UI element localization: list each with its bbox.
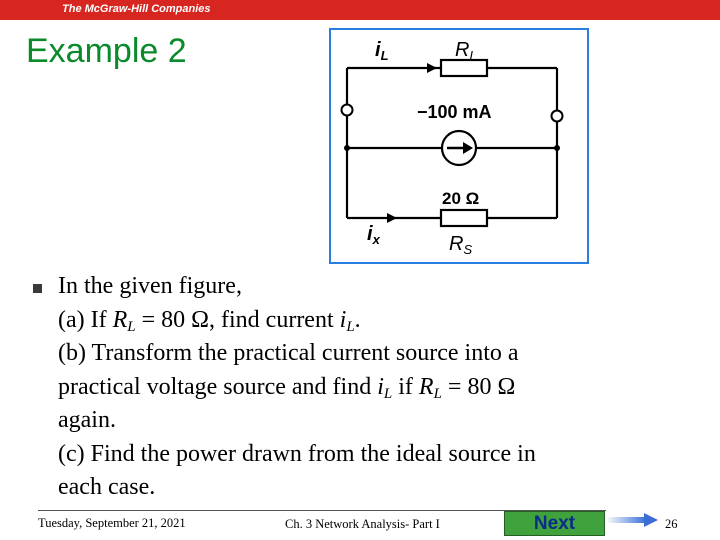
problem-line-4: practical voltage source and find $i_L$ if $R_L = 80$ Ω [58,373,516,402]
source-resistor [441,210,487,226]
load-resistor [441,60,487,76]
problem-line-5: again. [58,407,116,433]
problem-line-1: In the given figure, [58,273,242,299]
source-value-label: −100 mA [417,102,492,122]
ix-arrow [387,213,397,223]
problem-text [58,270,658,505]
problem-line-3: (b) Transform the practical current source into a [58,340,519,366]
left-terminal [342,105,353,116]
right-terminal [552,111,563,122]
page-number: 26 [665,517,678,531]
slide-title: Example 2 [26,32,187,70]
publisher-brand: The McGraw-Hill Companies [62,3,211,15]
left-junction [344,145,350,151]
ix-label: i [367,223,373,245]
footer-date: Tuesday, September 21, 2021 [38,516,186,530]
top-banner [0,0,720,20]
svg-text:RL [455,39,477,63]
svg-text:ix [367,223,381,247]
rs-label: R [449,233,464,255]
circuit-diagram [331,30,587,262]
footer-course-title: Ch. 3 Network Analysis- Part I [285,517,440,531]
svg-text:iL [375,39,389,63]
il-label-sub: L [380,48,389,63]
svg-text:RS [449,233,472,257]
problem-line-2: (a) If $R_L = 80$ Ω, find current $i_L$. [58,306,361,335]
rl-label-sub: L [469,48,477,63]
il-label: i [375,39,381,61]
right-junction [554,145,560,151]
il-arrow [427,63,437,73]
next-arrow-icon[interactable] [606,513,658,527]
bullet-square [33,284,42,293]
circuit-figure [329,28,589,264]
rl-label: R [455,39,470,61]
rs-value-label: 20 Ω [442,189,480,208]
problem-line-6: (c) Find the power drawn from the ideal source in [58,440,536,467]
rs-label-sub: S [463,242,473,257]
ix-label-sub: x [372,232,380,247]
next-button[interactable]: Next [504,511,605,536]
problem-line-7: each case. [58,474,156,500]
